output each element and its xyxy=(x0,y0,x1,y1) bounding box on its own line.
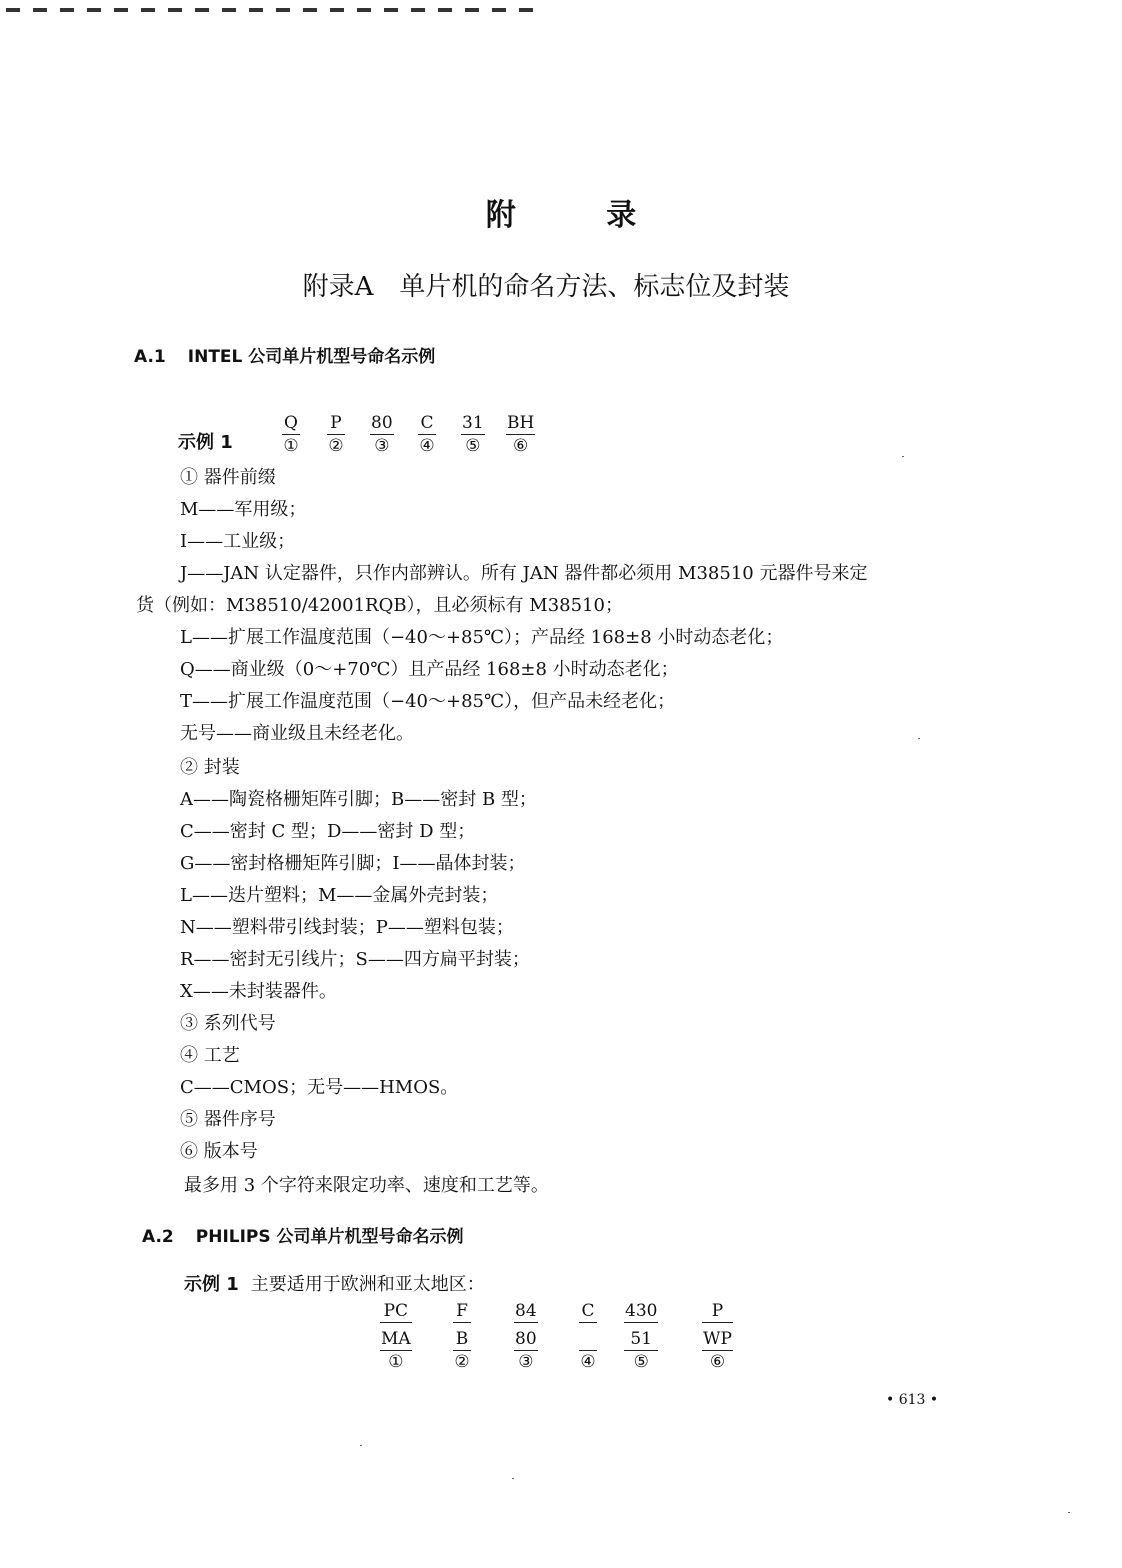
part-mark: ③ xyxy=(374,436,390,456)
example2-part xyxy=(514,1301,538,1372)
body-line: 最多用 3 个字符来限定功率、速度和工艺等。 xyxy=(184,1175,549,1196)
part-code: C xyxy=(418,413,436,435)
part-code-top: P xyxy=(702,1301,733,1323)
body-line: 无号——商业级且未经老化。 xyxy=(180,723,414,744)
section-a1-number: A.1 xyxy=(134,347,166,367)
part-mark: ⑤ xyxy=(633,1352,649,1372)
body-line: C——密封 C 型；D——密封 D 型； xyxy=(180,821,476,842)
example1-part xyxy=(327,413,345,456)
example2-label: 示例 1 xyxy=(184,1274,239,1295)
part-code-top: F xyxy=(453,1301,471,1323)
body-line: C——CMOS；无号——HMOS。 xyxy=(180,1077,459,1098)
part-mark: ④ xyxy=(580,1352,596,1372)
example2-desc: 主要适用于欧洲和亚太地区： xyxy=(250,1274,485,1295)
part-code-top: C xyxy=(579,1301,597,1323)
body-line: L——迭片塑料；M——金属外壳封装； xyxy=(180,885,499,906)
body-line: T——扩展工作温度范围（−40～+85℃），但产品未经老化； xyxy=(180,691,676,712)
body-line: L——扩展工作温度范围（−40～+85℃）；产品经 168±8 小时动态老化； xyxy=(180,627,784,648)
body-line: ③ 系列代号 xyxy=(180,1013,276,1034)
part-mark: ② xyxy=(454,1352,470,1372)
body-line: N——塑料带引线封装；P——塑料包装； xyxy=(180,917,514,938)
example2-part xyxy=(453,1301,471,1372)
example2-part xyxy=(380,1301,412,1372)
body-line: ④ 工艺 xyxy=(180,1045,240,1066)
scan-speck xyxy=(360,1445,362,1446)
part-code-mid: 51 xyxy=(624,1329,658,1351)
page-number: • 613 • xyxy=(886,1392,939,1408)
example1-part xyxy=(461,413,485,456)
part-code-mid: WP xyxy=(703,1329,732,1349)
scan-speck xyxy=(902,456,904,457)
part-mark: ⑥ xyxy=(709,1352,726,1372)
part-code-mid: 80 xyxy=(515,1329,537,1349)
appendix-subtitle: 附录A 单片机的命名方法、标志位及封装 xyxy=(302,272,790,302)
body-line: A——陶瓷格栅矩阵引脚；B——密封 B 型； xyxy=(180,789,537,810)
part-code-mid xyxy=(579,1329,597,1351)
part-code: 31 xyxy=(462,413,484,433)
page-title: 附 录 xyxy=(485,198,677,233)
body-line: Q——商业级（0～+70℃）且产品经 168±8 小时动态老化； xyxy=(180,659,679,680)
part-code: Q xyxy=(282,413,300,435)
body-line: R——密封无引线片；S——四方扁平封装； xyxy=(180,949,530,970)
body-line: ⑥ 版本号 xyxy=(180,1141,258,1162)
scan-speck xyxy=(512,1478,514,1479)
part-code: BH xyxy=(507,413,535,433)
body-line: X——未封装器件。 xyxy=(180,981,337,1002)
section-a1-heading xyxy=(134,342,435,367)
example1-part xyxy=(370,413,394,456)
part-code: P xyxy=(327,413,345,435)
section-a2-text: PHILIPS 公司单片机型号命名示例 xyxy=(195,1227,464,1247)
part-code-top: 84 xyxy=(515,1301,537,1321)
section-a2-heading xyxy=(142,1222,464,1247)
example2-label-line xyxy=(184,1270,485,1296)
example1-part xyxy=(418,413,436,456)
part-mark: ① xyxy=(388,1352,404,1372)
example1-part xyxy=(506,413,535,456)
part-mark: ② xyxy=(328,436,344,456)
example2-part xyxy=(579,1301,597,1372)
body-line: J——JAN 认定器件，只作内部辨认。所有 JAN 器件都必须用 M38510 元器件号来定 xyxy=(180,563,868,584)
part-code-mid: B xyxy=(453,1329,471,1351)
example2-part xyxy=(624,1301,658,1372)
part-mark: ④ xyxy=(419,436,435,456)
part-mark: ⑥ xyxy=(513,436,529,456)
part-mark: ③ xyxy=(518,1352,534,1372)
part-code-top: 430 xyxy=(625,1301,658,1321)
body-line: ② 封装 xyxy=(180,757,240,778)
part-code-top: PC xyxy=(380,1301,412,1323)
body-line: 货（例如：M38510/42001RQB），且必须标有 M38510； xyxy=(136,595,623,616)
part-mark: ① xyxy=(283,436,299,456)
part-code: 80 xyxy=(371,413,393,433)
example2-part xyxy=(702,1301,733,1372)
body-line: I——工业级； xyxy=(180,531,296,552)
section-a1-text: INTEL 公司单片机型号命名示例 xyxy=(187,347,436,367)
example1-part xyxy=(282,413,300,456)
dashed-rule xyxy=(6,8,534,12)
example1-label: 示例 1 xyxy=(178,432,233,453)
body-line: G——密封格栅矩阵引脚；I——晶体封装； xyxy=(180,853,526,874)
section-a2-number: A.2 xyxy=(142,1227,174,1247)
scan-speck xyxy=(1068,1512,1070,1513)
body-line: ① 器件前缀 xyxy=(180,467,276,488)
part-mark: ⑤ xyxy=(465,436,481,456)
scan-speck xyxy=(918,738,920,739)
part-code-mid: MA xyxy=(381,1329,411,1349)
body-line: ⑤ 器件序号 xyxy=(180,1109,276,1130)
body-line: M——军用级； xyxy=(180,499,307,520)
